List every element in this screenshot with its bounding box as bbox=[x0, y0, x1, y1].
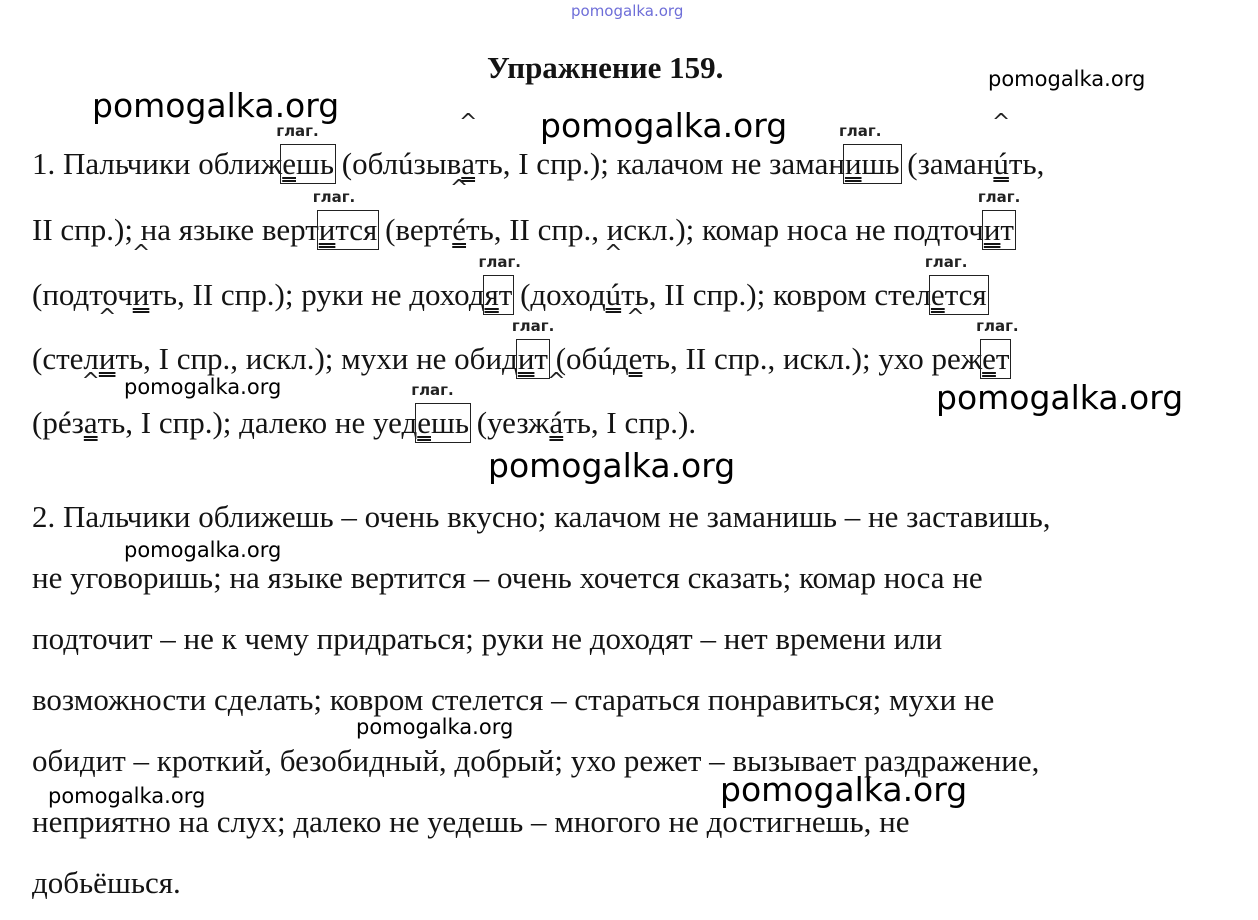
vowel: и bbox=[318, 212, 336, 247]
watermark: pomogalka.org bbox=[540, 106, 788, 145]
verb-label: глаг. bbox=[511, 317, 555, 335]
text: ть, bbox=[1008, 146, 1045, 181]
part2-line: 2. Пальчики оближешь – очень вкусно; калачом не заманишь – не заставишь, bbox=[32, 499, 1051, 534]
suffix-vowel bbox=[547, 369, 566, 441]
text: (обúд bbox=[547, 341, 629, 376]
text: (уезж bbox=[469, 405, 550, 440]
watermark-top: pomogalka.org bbox=[571, 2, 684, 20]
text: (подточ bbox=[32, 277, 133, 312]
accent-mark: ^ bbox=[626, 305, 645, 330]
verb-ending bbox=[312, 188, 378, 248]
vowel: е bbox=[282, 146, 296, 181]
vowel: é bbox=[452, 212, 467, 247]
text: (стел bbox=[32, 341, 99, 376]
part2-line: обидит – кроткий, безобидный, добрый; ухо режет – вызывает раздражение, bbox=[32, 743, 1040, 778]
text: ть, I спр.); далеко не уед bbox=[97, 405, 418, 440]
accent-mark: ^ bbox=[458, 110, 478, 135]
verb-label: глаг. bbox=[924, 253, 968, 271]
watermark: pomogalka.org bbox=[720, 770, 968, 809]
part1-line bbox=[32, 305, 1019, 377]
vowel: и bbox=[98, 341, 116, 376]
part1-line bbox=[32, 176, 1021, 248]
vowel: а bbox=[461, 146, 476, 181]
text: (рéз bbox=[32, 405, 84, 440]
verb-ending bbox=[977, 188, 1021, 248]
text: 1. Пальчики оближ bbox=[32, 146, 283, 181]
vowel: ú bbox=[605, 277, 622, 312]
watermark: pomogalka.org bbox=[92, 86, 340, 125]
text: II спр.); на языке верт bbox=[32, 212, 319, 247]
part2-line: возможности сделать; ковром стелется – стараться понравиться; мухи не bbox=[32, 682, 995, 717]
suffix-vowel bbox=[97, 305, 117, 377]
part2-line: добьёшься. bbox=[32, 865, 181, 900]
watermark: pomogalka.org bbox=[124, 538, 282, 562]
verb-label: глаг. bbox=[838, 122, 882, 140]
text: т bbox=[498, 277, 513, 312]
vowel: я bbox=[484, 277, 499, 312]
part2-line: не уговоришь; на языке вертится – очень хочется сказать; комар носа не bbox=[32, 560, 983, 595]
suffix-vowel bbox=[81, 369, 100, 441]
accent-mark: ^ bbox=[97, 305, 117, 330]
watermark: pomogalka.org bbox=[356, 715, 514, 739]
vowel: и bbox=[132, 277, 150, 312]
text: шь bbox=[861, 146, 900, 181]
watermark: pomogalka.org bbox=[488, 446, 736, 485]
watermark: pomogalka.org bbox=[936, 378, 1184, 417]
text: ть, II спр., искл.); ухо реж bbox=[642, 341, 983, 376]
verb-ending bbox=[976, 317, 1019, 377]
text: шь bbox=[431, 405, 470, 440]
suffix-vowel bbox=[991, 110, 1011, 182]
verb-label: глаг. bbox=[276, 122, 319, 140]
verb-ending bbox=[511, 317, 555, 377]
text: (доход bbox=[512, 277, 606, 312]
text: ть, I спр.). bbox=[563, 405, 697, 440]
text: ть, I спр.); калачом не заман bbox=[475, 146, 845, 181]
verb-ending bbox=[276, 122, 335, 182]
verb-label: глаг. bbox=[478, 253, 521, 271]
text: ть, II спр., искл.); комар носа не подточ bbox=[466, 212, 984, 247]
verb-label: глаг. bbox=[411, 381, 454, 399]
suffix-vowel bbox=[626, 305, 645, 377]
part2-line: неприятно на слух; далеко не уедешь – многого не достигнешь, не bbox=[32, 804, 910, 839]
text: (заман bbox=[899, 146, 994, 181]
vowel: á bbox=[549, 405, 564, 440]
part1-line bbox=[32, 241, 987, 313]
accent-mark: ^ bbox=[547, 369, 566, 394]
accent-mark: ^ bbox=[131, 241, 151, 266]
text: ть, II спр.); ковром стел bbox=[621, 277, 931, 312]
accent-mark: ^ bbox=[81, 369, 100, 394]
suffix-vowel bbox=[604, 241, 623, 313]
accent-mark: ^ bbox=[449, 176, 469, 201]
text: (облúзыв bbox=[334, 146, 462, 181]
vowel: ú bbox=[993, 146, 1009, 181]
suffix-vowel bbox=[131, 241, 151, 313]
part2-line: подточит – не к чему придраться; руки не доходят – нет времени или bbox=[32, 621, 943, 656]
vowel: е bbox=[417, 405, 431, 440]
vowel: и bbox=[983, 212, 1001, 247]
text: тся bbox=[335, 212, 378, 247]
text: (верт bbox=[377, 212, 453, 247]
vowel: а bbox=[83, 405, 98, 440]
verb-ending bbox=[411, 381, 470, 441]
vowel: е bbox=[628, 341, 643, 376]
text: т bbox=[1000, 212, 1014, 247]
verb-ending bbox=[838, 122, 900, 182]
vowel: е bbox=[982, 341, 996, 376]
watermark: pomogalka.org bbox=[124, 375, 282, 399]
text: шь bbox=[296, 146, 335, 181]
accent-mark: ^ bbox=[604, 241, 623, 266]
watermark: pomogalka.org bbox=[988, 67, 1146, 91]
text: т bbox=[995, 341, 1010, 376]
verb-label: глаг. bbox=[312, 188, 356, 206]
watermark: pomogalka.org bbox=[48, 784, 206, 808]
accent-mark: ^ bbox=[991, 110, 1011, 135]
verb-ending bbox=[478, 253, 521, 313]
text: ть, I спр., искл.); мухи не обид bbox=[115, 341, 518, 376]
text: ть, II спр.); руки не доход bbox=[149, 277, 485, 312]
text: т bbox=[534, 341, 548, 376]
vowel: и bbox=[517, 341, 535, 376]
verb-label: глаг. bbox=[976, 317, 1019, 335]
exercise-title: Упражнение 159. bbox=[487, 50, 724, 85]
suffix-vowel bbox=[449, 176, 469, 248]
vowel: и bbox=[844, 146, 862, 181]
text: тся bbox=[944, 277, 987, 312]
verb-label: глаг. bbox=[977, 188, 1021, 206]
vowel: е bbox=[930, 277, 945, 312]
verb-ending bbox=[924, 253, 987, 313]
